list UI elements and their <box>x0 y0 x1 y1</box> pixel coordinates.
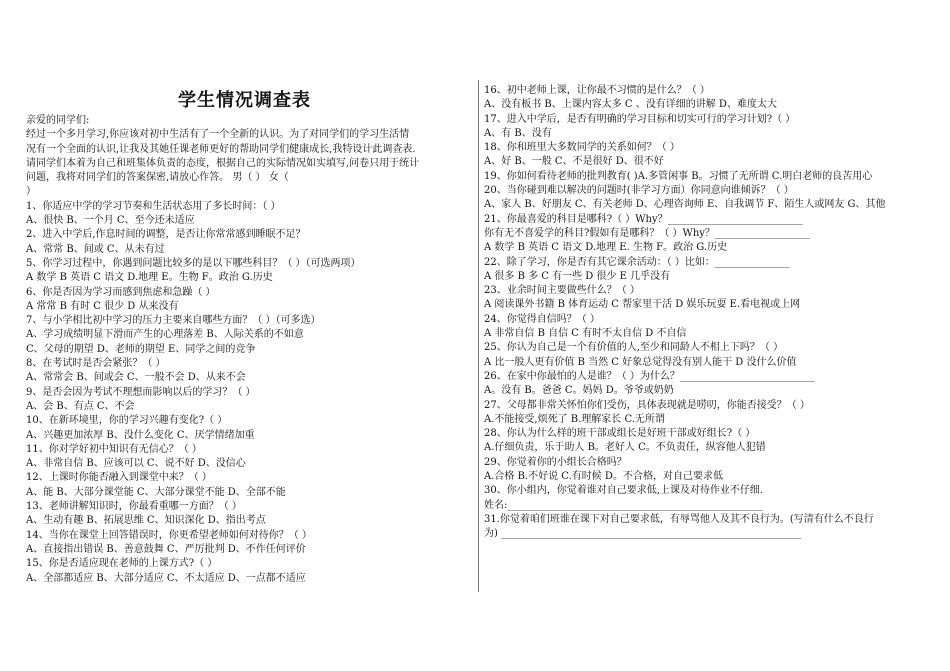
question-line: 1、你适应中学的学习节奏和生活状态用了多长时间：（ ） <box>26 200 281 212</box>
question-line: A、常常会 B、间或会 C、一般不会 D、从来不会 <box>26 372 246 384</box>
question-line: 8、在考试时是否会紧张？（ ） <box>26 358 166 370</box>
question-line: 22、除了学习，你是否有其它课余活动：（ ）比如：_______________ <box>484 256 790 268</box>
question-line: A、生动有趣 B、拓展思维 C、知识深化 D、指出考点 <box>26 515 266 527</box>
question-line: A 非常自信 B 自信 C 有时不太自信 D 不自信 <box>484 328 687 340</box>
question-line: 12、上课时你能否融入到课堂中来？（ ） <box>26 472 212 484</box>
question-line: A 很多 B 多 C 有一些 D 很少 E 几乎没有 <box>484 270 671 282</box>
intro-line: 况有一个全面的认识,让我及其她任课老师更好的帮助同学们健康成长,我特设计此调查表. <box>26 143 416 155</box>
question-line: 30、你小组内，你觉着谁对自己要求低,上课及对待作业不仔细. <box>484 485 764 497</box>
question-line: A、直接指出错误 B、善意鼓舞 C、严厉批判 D、不作任何评价 <box>26 543 306 555</box>
question-line: 31.你觉着咱们班谁在课下对自己要求低，有辱骂他人及其不良行为。(写清有什么不良行 <box>484 513 874 525</box>
question-line: A.合格 B.不好说 C.有时候 D。不合格，对自己要求低 <box>484 471 723 483</box>
question-line: 姓名:___________________________________________________ <box>484 499 763 511</box>
left-column <box>26 80 474 586</box>
question-line: A、学习成绩明显下滑而产生的心理落差 B、人际关系的不如意 <box>26 329 304 341</box>
question-line: A、常常 B、间或 C、从未有过 <box>26 243 165 255</box>
question-line: 10、在新环境里，你的学习兴趣有变化?（ ） <box>26 415 228 427</box>
question-line: A、有 B、没有 <box>484 127 552 139</box>
question-line: A.仔细负责，乐于助人 B。老好人 C。不负责任，纵容他人犯错 <box>484 442 766 454</box>
question-line: A。没有 B。爸爸 C。妈妈 D。爷爷或奶奶 <box>484 385 674 397</box>
question-line: 为) ____________________________________________________________ <box>484 528 802 540</box>
question-line: A、家人 B、好朋友 C、有关老师 D、心理咨询师 E、自我调节 F、陌生人或网友 G、其他 <box>484 199 886 211</box>
question-line: 6、你是否因为学习而感到焦虑和急躁（ ） <box>26 286 216 298</box>
question-line: 28、你认为什么样的班干部或组长是好班干部或好组长?（ ） <box>484 428 756 440</box>
question-line: 7、与小学相比初中学习的压力主要来自哪些方面？（ ）（可多选） <box>26 315 321 327</box>
question-line: 14、当你在课堂上回答错误时，你更希望老师如何对待你？（ ） <box>26 529 312 541</box>
question-line: 26、在家中你最怕的人是谁？（ ）为什么？___________________________ <box>484 370 815 382</box>
intro-line: 问题，我将对同学们的答案保密,请放心作答。 男（ ） 女（ <box>26 172 289 184</box>
question-line: A、兴趣更加浓厚 B、没什么变化 C、厌学情绪加重 <box>26 429 255 441</box>
question-line: C、父母的期望 D、老师的期望 E、同学之间的竞争 <box>26 343 256 355</box>
question-line: A 阅读课外书籍 B 体育运动 C 帮家里干活 D 娱乐玩耍 E.看电视或上网 <box>484 299 801 311</box>
greeting-text: 亲爱的同学们: <box>26 115 90 126</box>
column-divider <box>478 80 479 592</box>
question-line: A 数学 B 英语 C 语文 D.地理 E。生物 F。政治 G.历史 <box>26 272 273 284</box>
question-line: 16、初中老师上课，让你最不习惯的是什么？（ ） <box>484 85 710 96</box>
question-line: 11、你对学好初中知识有无信心？（ ） <box>26 443 202 455</box>
question-line: A、能 B、大部分课堂能 C、大部分课堂不能 D、全部不能 <box>26 486 286 498</box>
question-line: 27、父母都非常关怀怕你们受伤，具体表现就是唠叨，你能否接受？（ ） <box>484 399 810 411</box>
question-line: A、全部都适应 B、大部分适应 C、不太适应 D、一点都不适应 <box>26 572 306 584</box>
question-line: 2、进入中学后,作息时间的调整，是否让你常常感到睡眠不足？ <box>26 229 306 241</box>
question-line: A、没有板书 B、上课内容太多 C 、没有详细的讲解 D、难度太大 <box>484 99 777 111</box>
question-line: 13、老师讲解知识时，你最看重哪一方面？（ ） <box>26 501 242 513</box>
right-column <box>484 84 924 542</box>
question-line: 5、你学习过程中，你遇到问题比较多的是以下哪些科目？（ ）（可选两项） <box>26 257 361 269</box>
intro-paragraph <box>26 128 474 199</box>
question-line: 15、你是否适应现在老师的上课方式?（ ） <box>26 558 218 570</box>
question-line: 29、你觉着你的小组长合格吗？ <box>484 456 627 468</box>
question-line: A 数学 B 英语 C 语文 D.地理 E. 生物 F。政治 G.历史 <box>484 242 728 254</box>
question-line: A.不能接受,烦死了 B.理解家长 C.无所谓 <box>484 413 665 425</box>
intro-line: ） <box>26 186 36 198</box>
question-line: A 常常 B 有时 C 很少 D 从来没有 <box>26 300 179 312</box>
right-questions <box>484 84 924 542</box>
question-line: A、会 B、有点 C、不会 <box>26 400 135 412</box>
left-questions <box>26 200 474 586</box>
question-line: A 比一般人更有价值 B 当然 C 好象总觉得没有别人能干 D 没什么价值 <box>484 356 797 368</box>
page-title: 学生情况调查表 <box>178 90 311 111</box>
question-line: 17、进入中学后，是否有明确的学习目标和切实可行的学习计划?（ ） <box>484 113 796 125</box>
question-line: 18、你和班里大多数同学的关系如何？（ ） <box>484 142 680 154</box>
intro-line: 经过一个多月学习,你应该对初中生活有了一个全新的认识。为了对同学们的学习生活情 <box>26 129 410 141</box>
question-line: A、好 B、一般 C、不是很好 D、很不好 <box>484 156 664 168</box>
question-line: 25、你认为自己是一个有价值的人,至少和同龄人不相上下吗？（ ） <box>484 342 784 354</box>
question-line: A、很快 B、一个月 C、至今还未适应 <box>26 215 195 227</box>
intro-line: 请同学们本着为自己和班集体负责的态度，根据自己的实际情况如实填写,问卷只用于统计 <box>26 157 420 169</box>
question-line: A、非常自信 B、应该可以 C、说不好 D、没信心 <box>26 458 246 470</box>
question-line: 9、是否会因为考试不理想而影响以后的学习？（ ） <box>26 386 256 398</box>
question-line: 24、你觉得自信吗？（ ） <box>484 313 600 325</box>
question-line: 23、业余时间主要做些什么？（ ） <box>484 285 640 297</box>
question-line: 20、当你碰到难以解决的问题时(非学习方面）你同意向谁倾诉？（ ） <box>484 185 794 197</box>
question-line: 19、你如何看待老师的批判教育( )A.多管闲事 B。习惯了无所谓 C.明白老师的良苦用心 <box>484 170 873 182</box>
question-line: 21、你最喜爱的科目是哪科?（ ）Why？___________________________ <box>484 213 803 225</box>
question-line: 你有无不喜爱学的科目?假如有是哪科？（ ）Why？___________________ <box>484 227 810 239</box>
